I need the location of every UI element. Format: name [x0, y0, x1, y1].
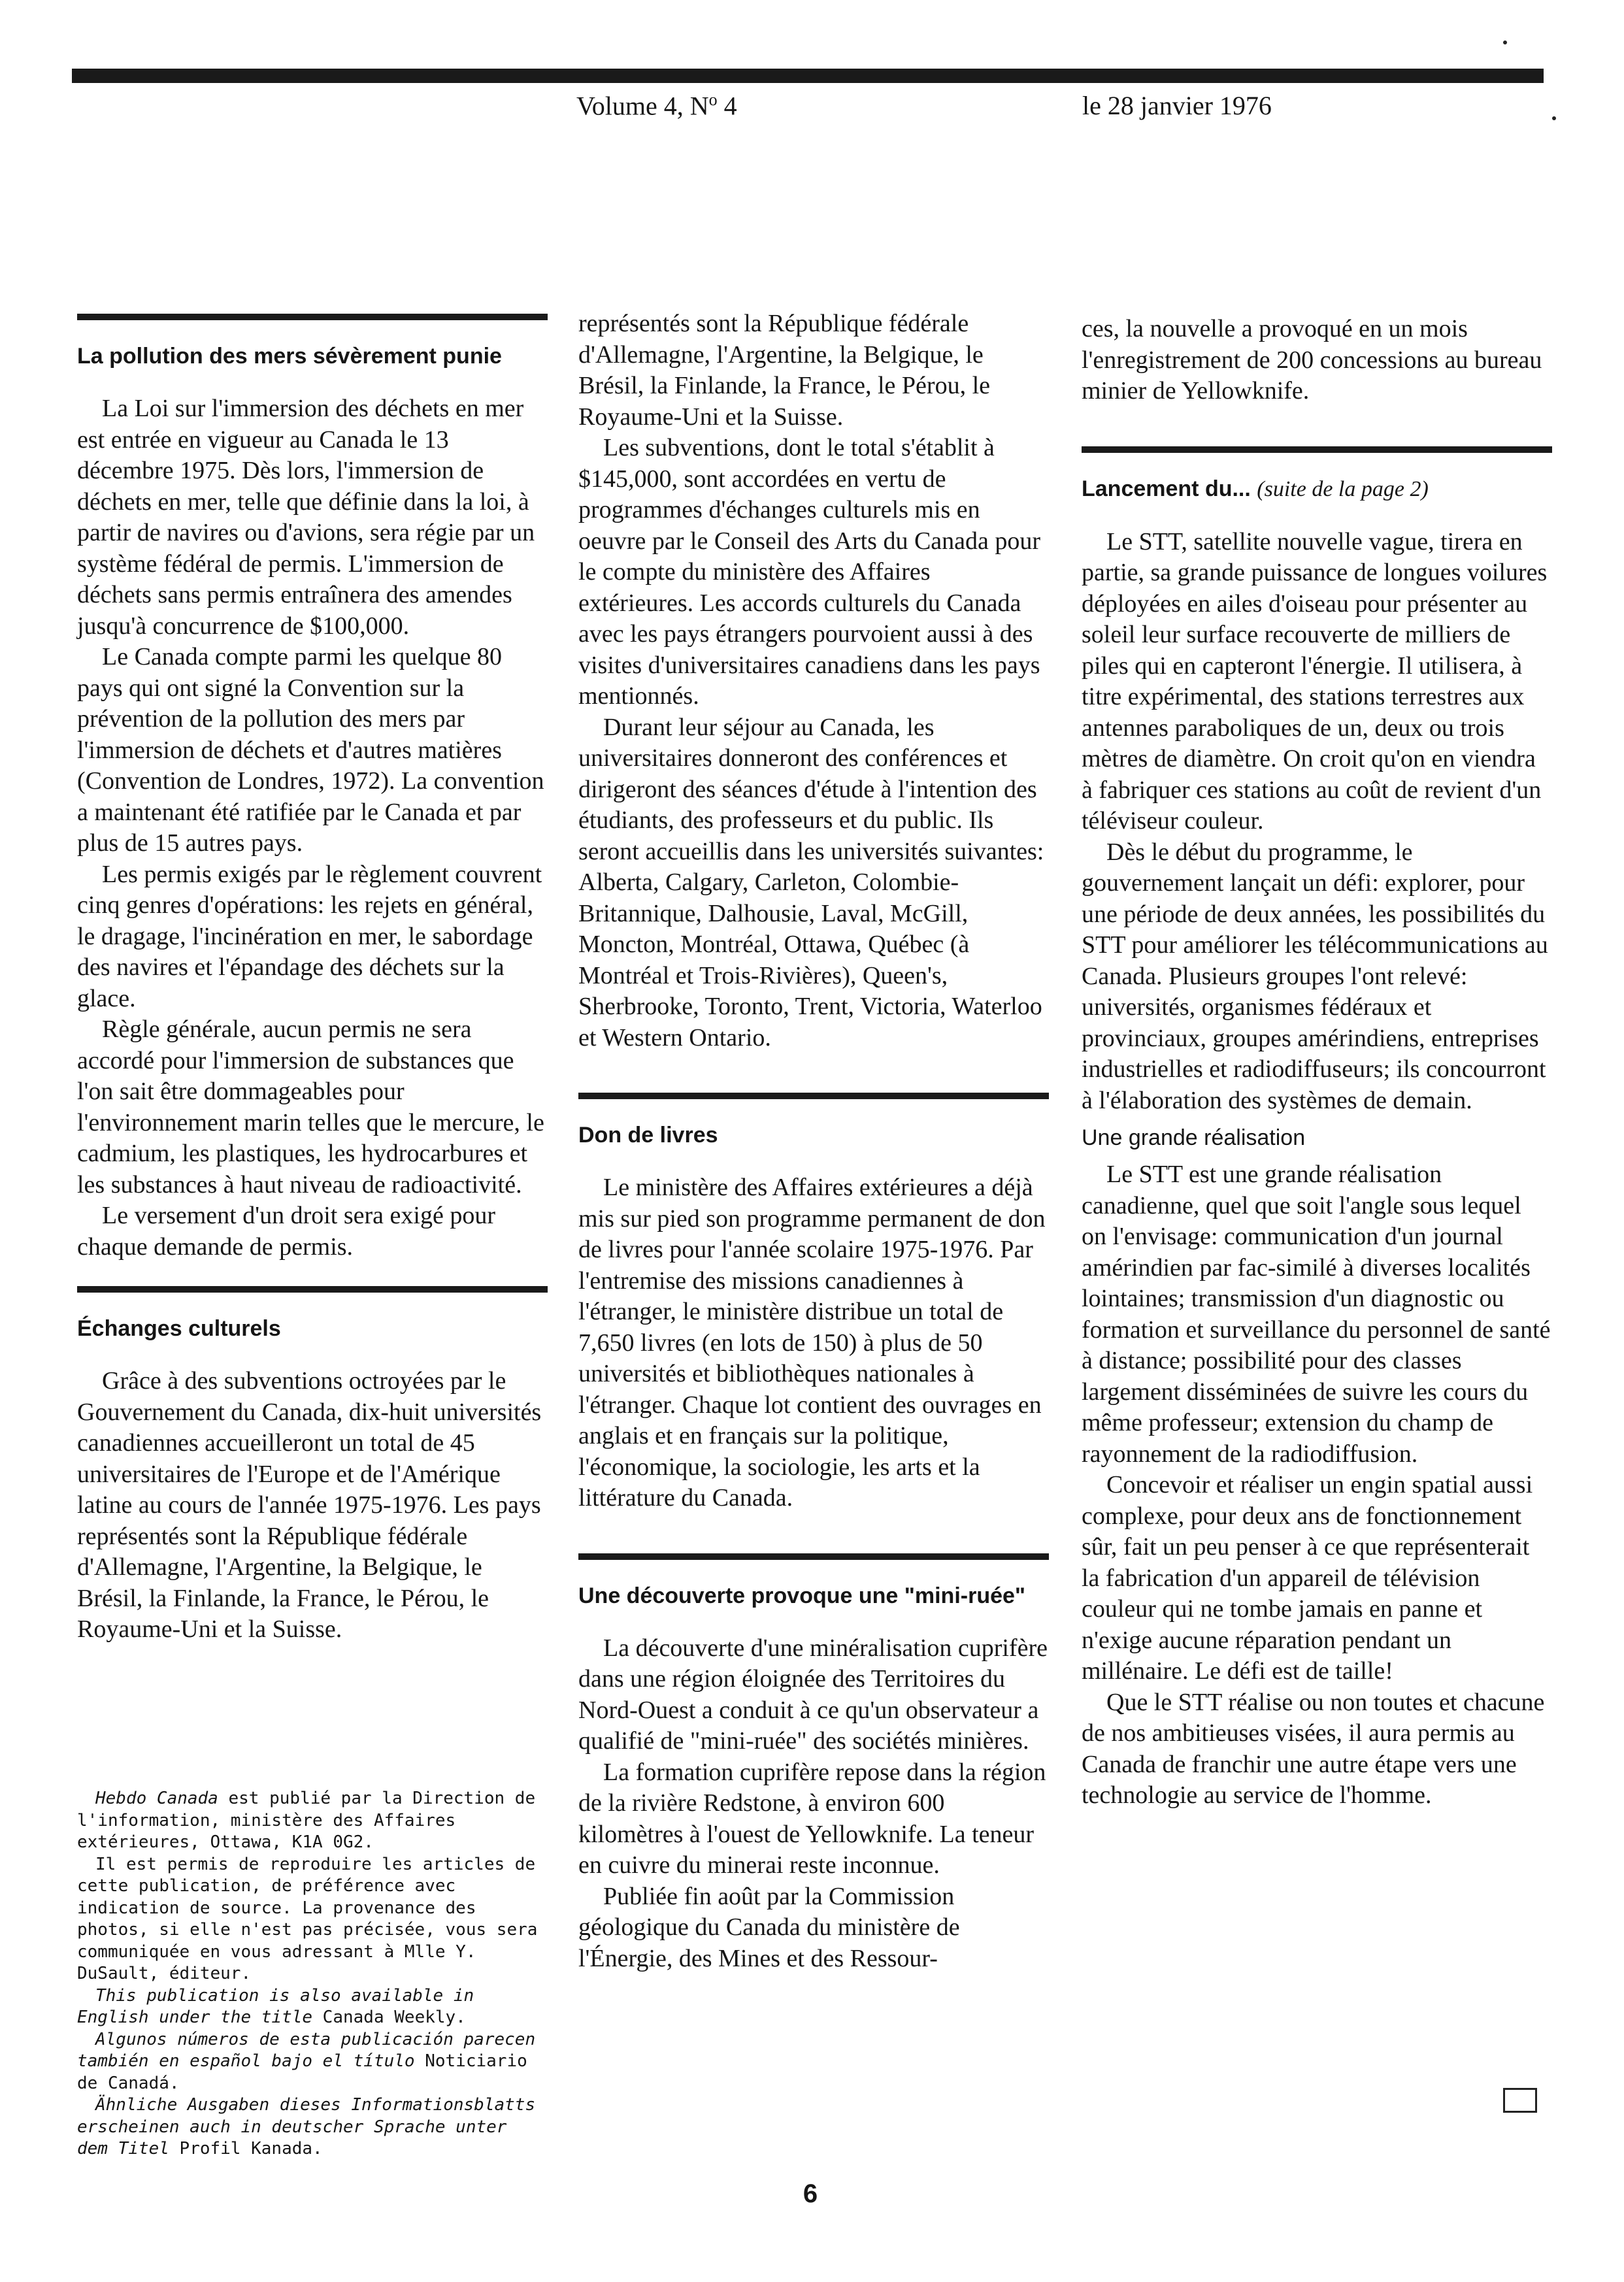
- section-rule: [578, 1553, 1049, 1560]
- subheading: Une grande réalisation: [1082, 1125, 1306, 1150]
- article-title: Don de livres: [578, 1123, 718, 1148]
- paragraph: Que le STT réalise ou non toutes et chacune de nos ambitieuses visées, il aura permis au Canada de franchir une autre étape vers une technologie au service de l'homme.: [1082, 1688, 1545, 1809]
- speck: [1552, 116, 1556, 120]
- column-2: [578, 308, 1049, 1974]
- paragraph: Le versement d'un droit sera exigé pour chaque demande de permis.: [77, 1202, 495, 1261]
- masthead-date: le 28 janvier 1976: [1082, 91, 1272, 120]
- paragraph-continued: ces, la nouvelle a provoqué en un mois l'enregistrement de 200 concessions au bureau minier de Yellowknife.: [1082, 315, 1542, 405]
- article-title: Échanges culturels: [77, 1316, 281, 1341]
- article-title: Lancement du... (suite de la page 2): [1082, 476, 1429, 501]
- paragraph: Le ministère des Affaires extérieures a déjà mis sur pied son programme permanent de don de livres pour l'année scolaire 1975-1976. Par l'entremise des missions canadiennes à l'étranger, le ministère distribue un total de 7,650 livres (en lots de 150) à plus de 50 universités et bibliothèques nationales à l'étranger. Chaque lot contient des ouvrages en anglais et en français sur la politique, l'économique, la sociologie, les arts et la littérature du Canada.: [578, 1174, 1046, 1512]
- column-1: [77, 314, 548, 1645]
- end-of-article-mark: [1503, 2088, 1537, 2113]
- paragraph: Concevoir et réaliser un engin spatial aussi complexe, pour deux ans de fonctionnement sûr, fait un peu penser à ce que représenterait la fabrication d'un appareil de télévision couleur qui ne tombe jamais en panne et n'exige aucune réparation pendant un millénaire. Le défi est de taille!: [1082, 1471, 1533, 1685]
- imprint-line: Ähnliche Ausgaben dieses Informationsblatts erscheinen auch in deutscher Sprache unter dem Titel Profil Kanada.: [77, 2095, 536, 2158]
- imprint: [77, 1788, 548, 2160]
- imprint-line: Il est permis de reproduire les articles de cette publication, de préférence avec indication de source. La provenance des photos, si elle n'est pas précisée, vous sera communiquée en vous adressant à Mlle Y. DuSault, éditeur.: [77, 1854, 538, 1983]
- paragraph: Le STT, satellite nouvelle vague, tirera en partie, sa grande puissance de longues voilures déployées en ailes d'oiseau pour présenter au soleil leur surface recouverte de milliers de piles qui en capteront l'énergie. Il utilisera, à titre expérimental, des stations terrestres aux antennes paraboliques de un, deux ou trois mètres de diamètre. On croit qu'on en viendra à fabriquer ces stations au coût de revient d'un téléviseur couleur.: [1082, 527, 1548, 835]
- speck: [1503, 41, 1507, 44]
- paragraph: Les subventions, dont le total s'établit à $145,000, sont accordées en vertu de programmes d'échanges culturels mis en oeuvre par le Conseil des Arts du Canada pour le compte du ministère des Affaires extérieures. Les accords culturels du Canada avec les pays étrangers pourvoient aussi à des visites d'universitaires canadiens dans les pays mentionnés.: [578, 434, 1041, 710]
- article-title: La pollution des mers sévèrement punie: [77, 344, 502, 369]
- section-rule: [77, 314, 548, 320]
- paragraph: Le Canada compte parmi les quelque 80 pays qui ont signé la Convention sur la prévention de la pollution des mers par l'immersion de déchets et d'autres matières (Convention de Londres, 1972). La convention a maintenant été ratifiée par le Canada et par plus de 15 autres pays.: [77, 643, 544, 857]
- paragraph: Le STT est une grande réalisation canadienne, quel que soit l'angle sous lequel on l'envisage: communication d'un journal amérindien par fac-similé à diverses localités lointaines; transmission d'un diagnostic ou formation et surveillance du personnel de santé à distance; possibilité pour des classes largement disséminées de suivre les cours du même professeur; extension du champ de rayonnement de la radiodiffusion.: [1082, 1161, 1551, 1468]
- imprint-line: Algunos números de esta publicación parecen también en español bajo el título Noticiario de Canadá.: [77, 2029, 536, 2093]
- paragraph: Règle générale, aucun permis ne sera accordé pour l'immersion de substances que l'on sait être dommageables pour l'environnement marin telles que le mercure, le cadmium, les plastiques, les hydrocarbures et les substances à haut niveau de radioactivité.: [77, 1016, 544, 1199]
- paragraph: Dès le début du programme, le gouvernement lançait un défi: explorer, pour une période de deux années, les possibilités du STT pour améliorer les télécommunications au Canada. Plusieurs groupes l'ont relevé: universités, organismes fédéraux et provinciaux, groupes amérindiens, entreprises industrielles et radiodiffuseurs; ils concourront à l'élaboration des systèmes de demain.: [1082, 838, 1548, 1114]
- imprint-line: This publication is also available in English under the title Canada Weekly.: [77, 1985, 474, 2027]
- paragraph: Durant leur séjour au Canada, les universitaires donneront des conférences et dirigeront des séances d'étude à l'intention des étudiants, des professeurs et du public. Ils seront accueillis dans les universités suivantes: Alberta, Calgary, Carleton, Colombie-Britannique, Dalhousie, Laval, McGill, Moncton, Montréal, Ottawa, Québec (à Montréal et Trois-Rivières), Queen's, Sherbrooke, Toronto, Trent, Victoria, Waterloo et Western Ontario.: [578, 713, 1044, 1051]
- section-rule: [77, 1286, 548, 1293]
- paragraph: La découverte d'une minéralisation cuprifère dans une région éloignée des Territoires du Nord-Ouest a conduit à ce qu'un observateur a qualifié de "mini-ruée" des sociétés minières.: [578, 1634, 1048, 1755]
- paragraph: La Loi sur l'immersion des déchets en mer est entrée en vigueur au Canada le 13 décembre 1975. Dès lors, l'immersion de déchets en mer, telle que définie dans la loi, à partir de navires ou d'avions, sera régie par un système fédéral de permis. L'immersion de déchets sans permis entraînera des amendes jusqu'à concurrence de $100,000.: [77, 395, 535, 640]
- column-3: [1082, 314, 1552, 1811]
- article-title: Une découverte provoque une "mini-ruée": [578, 1583, 1026, 1608]
- section-rule: [578, 1093, 1049, 1099]
- section-rule: [1082, 446, 1552, 453]
- page-number: 6: [803, 2179, 818, 2208]
- top-rule: [72, 69, 1544, 83]
- paragraph: Grâce à des subventions octroyées par le Gouvernement du Canada, dix-huit universités canadiennes accueilleront un total de 45 universitaires de l'Europe et de l'Amérique latine au cours de l'année 1975-1976. Les pays représentés sont la République fédérale d'Allemagne, l'Argentine, la Belgique, le Brésil, la Finlande, la France, le Pérou, le Royaume-Uni et la Suisse.: [77, 1367, 542, 1643]
- paragraph: La formation cuprifère repose dans la région de la rivière Redstone, à environ 600 kilomètres à l'ouest de Yellowknife. La teneur en cuivre du minerai reste inconnue.: [578, 1758, 1046, 1879]
- imprint-line: Hebdo Canada est publié par la Direction de l'information, ministère des Affaires extérieures, Ottawa, K1A 0G2.: [77, 1789, 536, 1852]
- paragraph: Publiée fin août par la Commission géologique du Canada du ministère de l'Énergie, des Mines et des Ressour-: [578, 1882, 960, 1972]
- masthead-volume: Volume 4, $N^o$ 4: [576, 90, 737, 121]
- paragraph-continued: représentés sont la République fédérale d'Allemagne, l'Argentine, la Belgique, le Brésil, la Finlande, la France, le Pérou, le Royaume-Uni et la Suisse.: [578, 310, 990, 431]
- paragraph: Les permis exigés par le règlement couvrent cinq genres d'opérations: les rejets en général, le dragage, l'incinération en mer, le sabordage des navires et l'épandage des déchets sur la glace.: [77, 860, 542, 1012]
